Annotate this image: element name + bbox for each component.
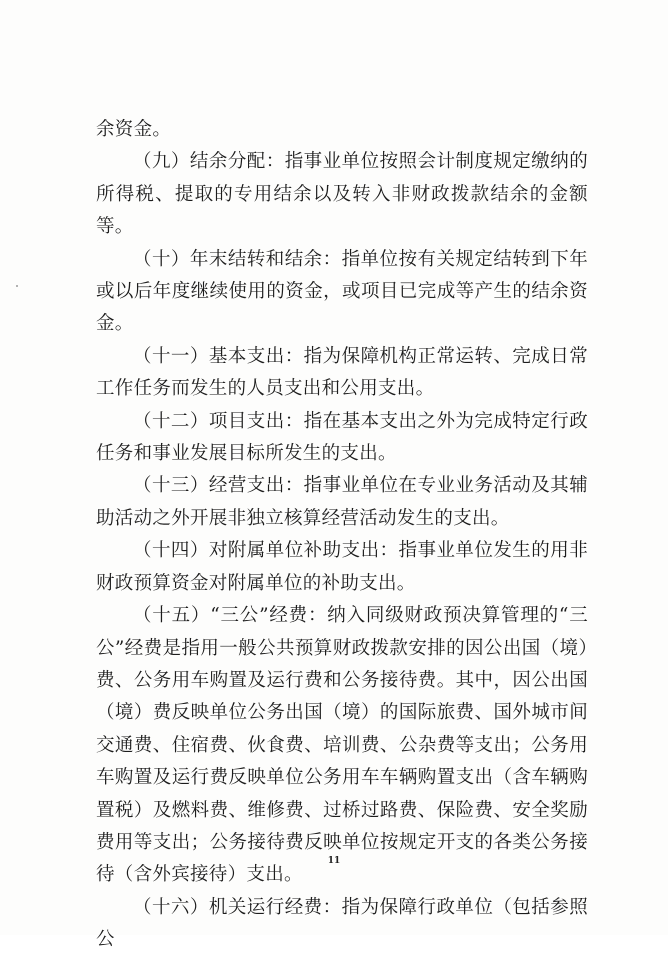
paragraph-item-16: （十六）机关运行经费：指为保障行政单位（包括参照公	[96, 896, 588, 951]
margin-mark	[16, 285, 18, 287]
page-number: 11	[327, 856, 341, 866]
paragraph-item-10: （十）年末结转和结余：指单位按有关规定结转到下年或以后年度继续使用的资金，或项目已完成等产生的结余资金。	[96, 248, 588, 335]
paragraph-item-11: （十一）基本支出：指为保障机构正常运转、完成日常工作任务而发生的人员支出和公用支出。	[96, 345, 588, 400]
paragraph-item-9: （九）结余分配：指事业单位按照会计制度规定缴纳的所得税、提取的专用结余以及转入非财政拨款结余的金额等。	[96, 151, 588, 238]
document-body	[96, 114, 588, 957]
paragraph-continuation: 余资金。	[96, 119, 172, 140]
paragraph-item-12: （十二）项目支出：指在基本支出之外为完成特定行政任务和事业发展目标所发生的支出。	[96, 410, 588, 465]
paragraph-item-14: （十四）对附属单位补助支出：指事业单位发生的用非财政预算资金对附属单位的补助支出。	[96, 540, 588, 594]
paragraph-item-13: （十三）经营支出：指事业单位在专业业务活动及其辅助活动之外开展非独立核算经营活动发生的支出。	[96, 475, 588, 529]
paragraph-item-15: （十五）“三公”经费：纳入同级财政预决算管理的“三公”经费是指用一般公共预算财政拨款安排的因公出国（境）费、公务用车购置及运行费和公务接待费。其中，因公出国（境）费反映单位公务出国（境）的国际旅费、国外城市间交通费、住宿费、伙食费、培训费、公杂费等支出；公务用车购置及运行费反映单位公务用车车辆购置支出（含车辆购置税）及燃料费、维修费、过桥过路费、保险费、安全奖励费用等支出；公务接待费反映单位按规定开支的各类公务接待（含外宾接待）支出。	[96, 605, 588, 886]
